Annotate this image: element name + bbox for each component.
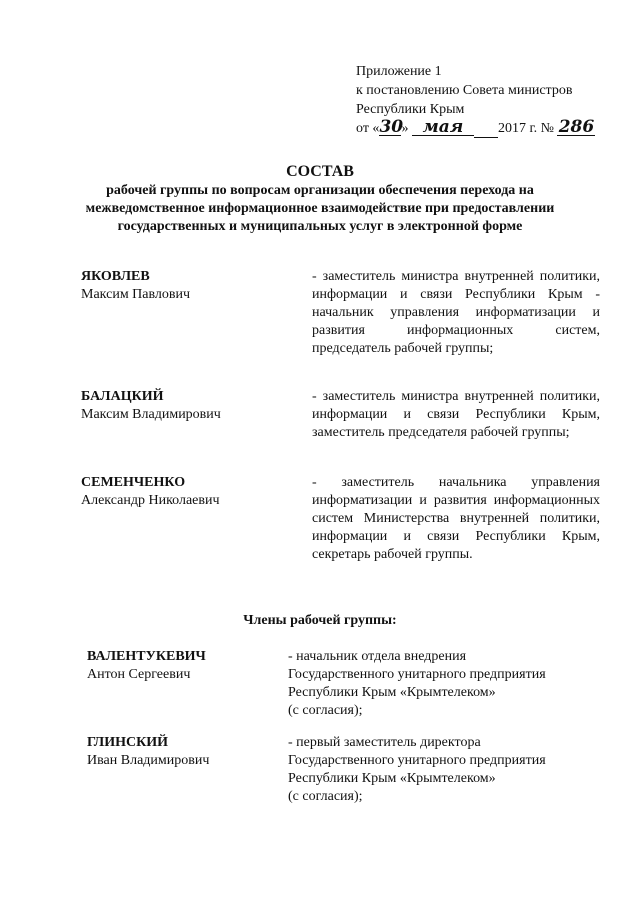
- person-surname: ЯКОВЛЕВ: [81, 269, 150, 284]
- person-given-name: Александр Николаевич: [81, 493, 220, 508]
- appendix-line-2: к постановлению Совета министров: [356, 83, 573, 98]
- date-year-suffix: 2017 г. №: [497, 121, 554, 136]
- person-name: [87, 648, 287, 684]
- position-line: (с согласия);: [288, 703, 363, 718]
- person-given-name: Максим Павлович: [81, 287, 191, 302]
- date-prefix: от «: [356, 121, 380, 136]
- person-name: [81, 268, 281, 304]
- document-subtitle-1: рабочей группы по вопросам организации обеспечения перехода на: [106, 183, 534, 198]
- date-mid: »: [401, 121, 409, 136]
- handwritten-day: 30: [379, 117, 404, 137]
- appendix-date-line: [356, 119, 595, 138]
- person-name: [81, 388, 281, 424]
- appendix-line-1: Приложение 1: [356, 64, 442, 79]
- person-position: [288, 648, 608, 720]
- position-line: Государственного унитарного предприятия: [288, 667, 546, 682]
- document-subtitle-2: межведомственное информационное взаимодействие при предоставлении: [85, 201, 555, 216]
- person-given-name: Максим Владимирович: [81, 407, 221, 422]
- appendix-block: [356, 62, 595, 138]
- person-position: - заместитель министра внутренней политики, информации и связи Республики Крым, заместитель председателя рабочей группы;: [312, 389, 600, 440]
- position-line: - начальник отдела внедрения: [288, 649, 467, 664]
- person-surname: ВАЛЕНТУКЕВИЧ: [87, 649, 206, 664]
- person-given-name: Иван Владимирович: [87, 753, 210, 768]
- person-name: [87, 734, 287, 770]
- position-line: - первый заместитель директора: [288, 735, 481, 750]
- person-name: [81, 474, 281, 510]
- person-surname: БАЛАЦКИЙ: [81, 389, 164, 404]
- person-surname: СЕМЕНЧЕНКО: [81, 475, 186, 490]
- appendix-line-3: Республики Крым: [356, 102, 465, 117]
- position-line: Республики Крым «Крымтелеком»: [288, 685, 496, 700]
- position-line: Республики Крым «Крымтелеком»: [288, 771, 496, 786]
- document-heading: [40, 162, 600, 236]
- position-line: (с согласия);: [288, 789, 363, 804]
- person-surname: ГЛИНСКИЙ: [87, 735, 169, 750]
- handwritten-number: 286: [558, 117, 595, 137]
- document-title: СОСТАВ: [286, 163, 354, 180]
- position-line: Государственного унитарного предприятия: [288, 753, 546, 768]
- date-blank-line: [474, 123, 498, 138]
- document-subtitle-3: государственных и муниципальных услуг в электронной форме: [117, 219, 523, 234]
- members-heading: Члены рабочей группы:: [243, 613, 397, 628]
- person-given-name: Антон Сергеевич: [87, 667, 191, 682]
- person-position: - заместитель министра внутренней политики, информации и связи Республики Крым - начальник управления информатизации и развития информационных систем, председатель рабочей группы;: [312, 269, 600, 356]
- person-position: [288, 734, 608, 806]
- person-position: - заместитель начальника управления информатизации и развития информационных систем Министерства внутренней политики, информации и связи Республики Крым, секретарь рабочей группы.: [312, 475, 600, 562]
- handwritten-month: мая: [412, 120, 474, 136]
